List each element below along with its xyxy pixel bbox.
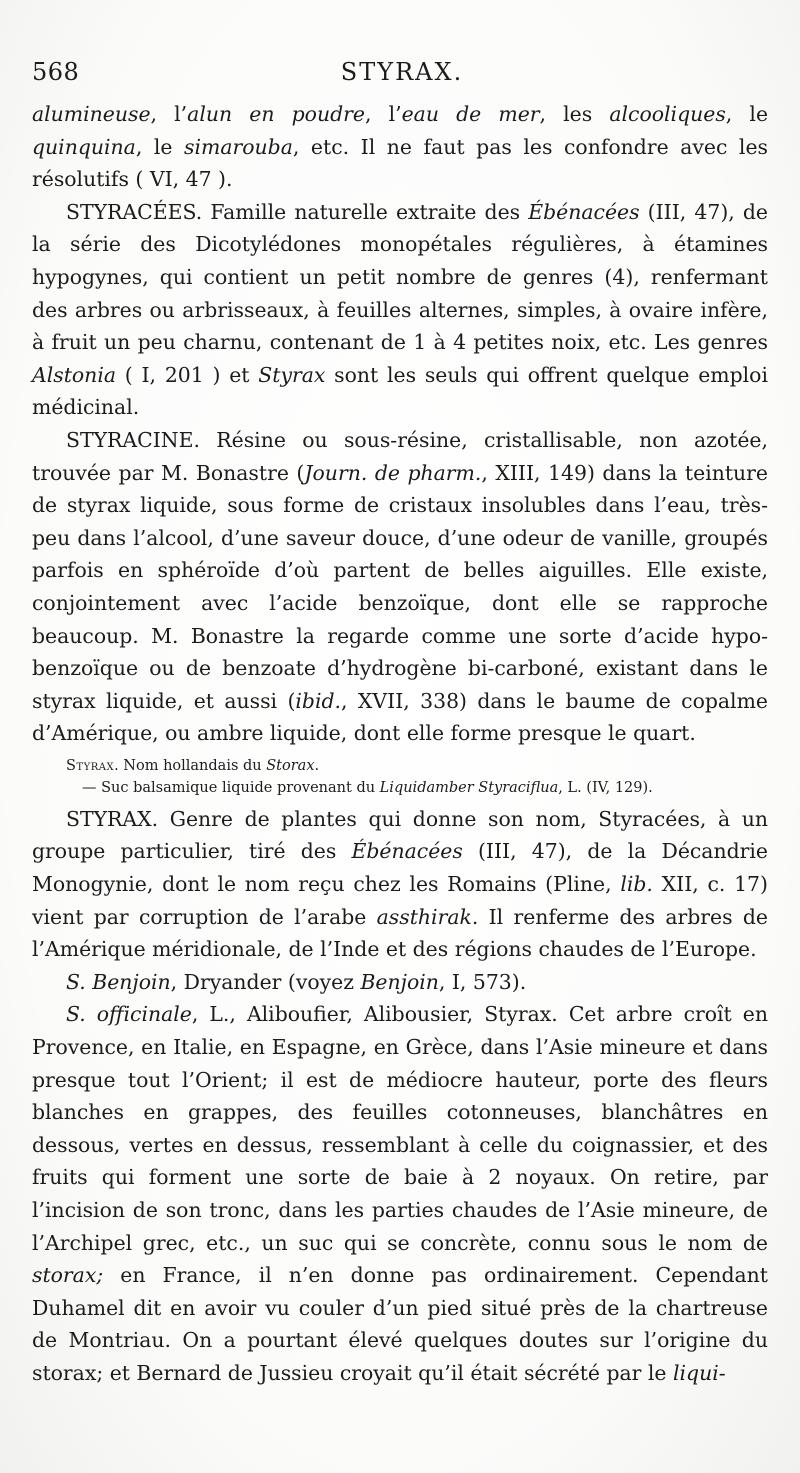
italic-term: alun en poudre [187, 102, 365, 126]
italic-term: eau de mer [401, 102, 540, 126]
page-header [32, 58, 772, 92]
entry-s-benjoin [32, 966, 768, 999]
entry-styracees [32, 196, 768, 424]
italic-term: Alstonia [32, 362, 116, 387]
text-run: . Il renferme des arbres de l’Amérique méridionale, de l’Inde et des régions chaudes de l’Europe. [32, 904, 768, 962]
text-run: , l’ [364, 102, 402, 126]
italic-term: ibid. [295, 688, 342, 713]
text-run: STYRACINE. Résine ou sous-résine, cristallisable, non azotée, trouvée par M. Bonastre ( [32, 427, 768, 485]
italic-term: storax; [32, 1263, 104, 1288]
small-caps-term: Styrax [66, 757, 115, 774]
italic-term: Styrax [258, 362, 326, 387]
text-run: , le [135, 134, 185, 159]
text-run: , Dryander (voyez [170, 969, 361, 994]
page-number: 568 [32, 58, 80, 86]
text-run: STYRAX. Genre de plantes qui donne son nom, Styracées, à un groupe particulier, tiré des [32, 806, 768, 864]
text-run: , L., Aliboufier, Alibousier, Styrax. Cet arbre croît en Provence, en Italie, en Espagne, en Grèce, dans l’Asie mineure et dans presque tout l’Orient; il est de médiocre hauteur, porte des fleurs blanches en grappes, des feuilles cotonneuses, blanchâtres en dessous, vertes en dessus, ressemblant à celle du coignassier, et des fruits qui forment une sorte de baie à 2 noyaux. On retire, par l’incision de son tronc, dans les parties chaudes de l’Asie mineure, de l’Archipel grec, etc., un suc qui se concrète, connu sous le nom de [32, 1002, 768, 1255]
italic-term: Ébénacées [351, 839, 463, 864]
italic-term: Ébénacées [528, 199, 640, 224]
entry-styracine [32, 424, 768, 750]
text-run: STYRACÉES. Famille naturelle extraite des [66, 199, 529, 224]
note-line-2 [32, 777, 653, 799]
italic-term: Benjoin [360, 969, 439, 994]
italic-term: simarouba [184, 134, 293, 159]
entry-s-officinale [32, 998, 768, 1389]
italic-term: quinquina [32, 134, 136, 159]
italic-term: S. officinale [66, 1002, 192, 1027]
text-run: XII, c. 17) vient par corruption de l’arabe [32, 872, 768, 929]
text-run: , L. (IV, 129). [558, 779, 653, 796]
italic-term: Storax [266, 757, 315, 774]
text-run: , XVII, 338) dans le baume de copalme d’Amérique, ou ambre liquide, dont elle forme presque le quart. [32, 688, 768, 746]
text-run: , I, 573). [438, 969, 527, 994]
entry-styrax-note [32, 755, 768, 799]
italic-term: alcooliques [609, 102, 726, 126]
entry-styrax [32, 803, 768, 966]
text-run: , XIII, 149) dans la teinture de styrax liquide, sous forme de cristaux insolubles dans l’eau, très-peu dans l’alcool, d’une saveur douce, d’une odeur de vanille, groupés parfois en sphéroïde d’où partent de belles aiguilles. Elle existe, conjointement avec l’acide benzoïque, dont elle se rapproche beaucoup. M. Bonastre la regarde comme une sorte d’acide hypo-benzoïque ou de benzoate d’hydrogène bi-carboné, existant dans le styrax liquide, et aussi ( [32, 460, 768, 713]
italic-term: S. Benjoin [66, 969, 171, 994]
text-run: (III, 47), de la Décandrie Monogynie, dont le nom reçu chez les Romains (Pline, [32, 839, 768, 897]
text-run: , etc. Il ne faut pas les confondre avec les résolutifs ( VI, 47 ). [32, 134, 768, 192]
paragraph-continuation [32, 98, 768, 196]
italic-term: assthirak [376, 904, 472, 929]
running-title: STYRAX. [340, 58, 464, 86]
italic-term: Liquidamber Styraciflua [379, 779, 559, 796]
text-run: , les [539, 102, 610, 126]
text-run: sont les seuls qui offrent quelque emploi médicinal. [32, 362, 768, 420]
italic-term: lib. [620, 872, 653, 897]
text-run: . [314, 757, 320, 774]
text-run: , le [725, 102, 769, 126]
italic-term: Journ. de pharm. [304, 460, 482, 485]
text-run: ( I, 201 ) et [116, 362, 259, 387]
italic-term: liqui- [672, 1360, 726, 1385]
text-run: . Nom hollandais du [114, 757, 267, 774]
text-run: en France, il n’en donne pas ordinairement. Cependant Duhamel dit en avoir vu couler d’un pied situé près de la chartreuse de Montriau. On a pourtant élevé quelques doutes sur l’origine du storax; et Bernard de Jussieu croyait qu’il était sécrété par le [32, 1263, 768, 1385]
italic-term: alumineuse [32, 102, 151, 126]
body-text [32, 98, 768, 1390]
text-run: — Suc balsamique liquide provenant du [82, 779, 380, 796]
text-run: (III, 47), de la série des Dicotylédones monopétales régulières, à étamines hypogynes, qui contient un petit nombre de genres (4), renfermant des arbres ou arbrisseaux, à feuilles alternes, simples, à ovaire infère, à fruit un peu charnu, contenant de 1 à 4 petites noix, etc. Les genres [32, 199, 768, 355]
text-run: , l’ [150, 102, 188, 126]
